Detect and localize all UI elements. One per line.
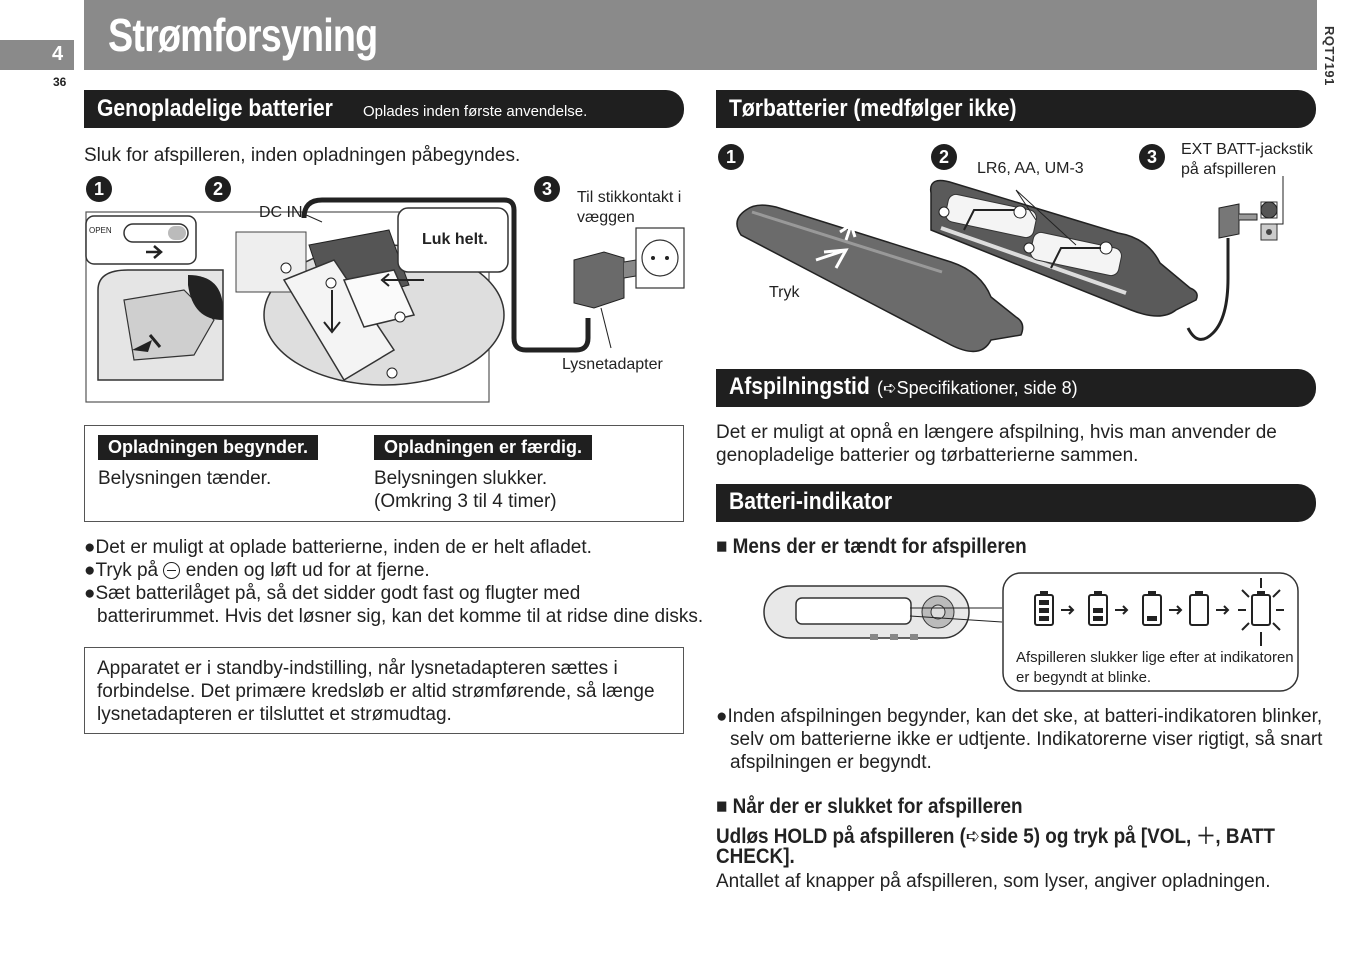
- note-line-3: lysnetadapteren er tilsluttet et strømudtag.: [97, 704, 452, 725]
- charge-begin-label: Opladningen begynder.: [98, 435, 318, 460]
- step-1-badge: 1: [86, 176, 112, 202]
- indicator-bullet-1: ●Inden afspilningen begynder, kan det ske, at batteri-indikatoren blinker,: [716, 706, 1323, 727]
- charge-done-text2: (Omkring 3 til 4 timer): [374, 491, 557, 512]
- indicator-caption-1: Afspilleren slukker lige efter at indikatoren: [1016, 649, 1294, 666]
- charge-done-text1: Belysningen slukker.: [374, 468, 548, 489]
- section-title-indicator: Batteri-indikator: [729, 488, 893, 515]
- section-title-rechargeable: Genopladelige batterier: [97, 95, 333, 122]
- bullet-3-text-a: Sæt batterilåget på, så det sidder godt fast og flugter med: [95, 583, 581, 604]
- note-line-1: Apparatet er i standby-indstilling, når lysnetadapteren sættes i: [97, 658, 618, 679]
- page-title: Strømforsyning: [108, 9, 378, 61]
- note-line-2: forbindelse. Det primære kredsløb er altid strømførende, så længe: [97, 681, 655, 702]
- playtime-line-2: genopladelige batterier og tørbatterierne sammen.: [716, 445, 1139, 466]
- bullet-3: ●Sæt batterilåget på, så det sidder godt fast og flugter med: [84, 583, 581, 604]
- dry-step-2-badge: 2: [931, 144, 957, 170]
- bullet-2: ●Tryk på enden og løft ud for at fjerne.: [84, 560, 430, 581]
- step-3-badge: 3: [534, 176, 560, 202]
- indicator-bullet-3: afspilningen er begyndt.: [730, 752, 932, 773]
- label-luk-helt: Luk helt.: [422, 231, 488, 248]
- label-ext-line1: EXT BATT-jackstik: [1181, 141, 1313, 158]
- section-ref-playtime: (➪Specifikationer, side 8): [877, 378, 1078, 398]
- intro-text: Sluk for afspilleren, inden opladningen påbegyndes.: [84, 145, 521, 166]
- indicator-bullet-2: selv om batterierne ikke er udtjente. Indikatorerne viser rigtigt, så snart: [730, 729, 1323, 750]
- label-tryk: Tryk: [769, 284, 800, 301]
- bullet-1: ●Det er muligt at oplade batterierne, inden de er helt afladet.: [84, 537, 592, 558]
- label-battery-type: LR6, AA, UM-3: [977, 160, 1084, 177]
- page-number: 4: [52, 43, 64, 65]
- section-title-playtime: Afspilningstid: [729, 373, 870, 400]
- subheading-on: ■ Mens der er tændt for afspilleren: [716, 535, 1027, 558]
- charge-done-label: Opladningen er færdig.: [374, 435, 592, 460]
- minus-circle-icon: [163, 562, 180, 579]
- bullet-2-text-b: enden og løft ud for at fjerne.: [185, 560, 430, 581]
- label-dc-in: DC IN: [259, 204, 303, 221]
- charge-begin-text: Belysningen tænder.: [98, 468, 272, 489]
- label-outlet-line1: Til stikkontakt i: [577, 189, 682, 206]
- section-title-dry: Tørbatterier (medfølger ikke): [729, 95, 1017, 122]
- subheading-off: ■ Når der er slukket for afspilleren: [716, 795, 1023, 818]
- step-2-badge: 2: [205, 176, 231, 202]
- side-code: RQT7191: [1322, 26, 1337, 86]
- label-outlet-line2: væggen: [577, 209, 635, 226]
- hold-line-2: CHECK].: [716, 845, 795, 868]
- page-sub-number: 36: [53, 75, 67, 89]
- svg-text:OPEN: OPEN: [89, 226, 112, 235]
- last-line: Antallet af knapper på afspilleren, som lyser, angiver opladningen.: [716, 871, 1271, 892]
- playtime-line-1: Det er muligt at opnå en længere afspilning, hvis man anvender de: [716, 422, 1277, 443]
- dry-step-3-badge: 3: [1139, 144, 1165, 170]
- dry-step-1-badge: 1: [718, 144, 744, 170]
- bullet-2-text-a: Tryk på: [95, 560, 159, 581]
- section-subtitle-rechargeable: Oplades inden første anvendelse.: [363, 103, 588, 120]
- label-ext-line2: på afspilleren: [1181, 161, 1277, 178]
- indicator-caption-2: er begyndt at blinke.: [1016, 669, 1152, 686]
- bullet-1-text: Det er muligt at oplade batterierne, inden de er helt afladet.: [95, 537, 592, 558]
- bullet-3-cont: batterirummet. Hvis det løsner sig, kan det komme til at ridse dine disks.: [97, 606, 704, 627]
- hold-line-1: Udløs HOLD på afspilleren (➪side 5) og tryk på [VOL, ＋, BATT: [716, 825, 1275, 848]
- label-adapter: Lysnetadapter: [562, 356, 663, 373]
